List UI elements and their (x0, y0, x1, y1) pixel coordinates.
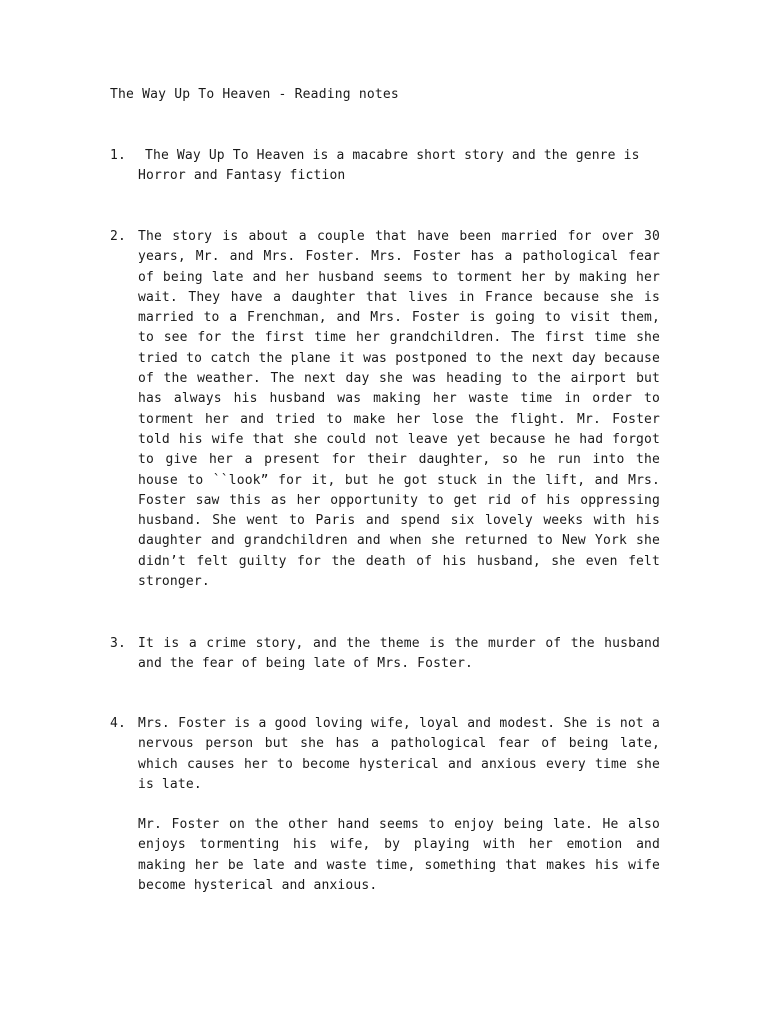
list-item-1 (110, 146, 660, 187)
list-item-number: 4. (110, 716, 126, 731)
list-item-line: Horror and Fantasy fiction (138, 168, 346, 184)
list-item-body (138, 227, 660, 592)
list-item-number: 3. (110, 636, 126, 651)
list-item-3 (110, 634, 660, 675)
paragraph: The story is about a couple that have been married for over 30 years, Mr. and Mrs. Foster. Mrs. Foster has a pathological fear of being late and her husband seems to torment her by making her wait. They have a daughter that lives in France because she is married to a Frenchman, and Mrs. Foster is going to visit them, to see for the first time her grandchildren. The first time she tried to catch the plane it was postponed to the next day because of the weather. The next day she was heading to the airport but has always his husband was making her waste time in order to torment her and tried to make her lose the flight. Mr. Foster told his wife that she could not leave yet because he had forgot to give her a present for their daughter, so he run into the house to ``look” for it, but he got stuck in the lift, and Mrs. Foster saw this as her opportunity to get rid of his oppressing husband. She went to Paris and spend six lovely weeks with his daughter and grandchildren and when she returned to New York she didn’t felt guilty for the death of his husband, she even felt stronger. (138, 229, 660, 590)
paragraph: It is a crime story, and the theme is the murder of the husband and the fear of being late of Mrs. Foster. (138, 636, 660, 672)
list-item-body (138, 634, 660, 675)
list-item-number: 1. (110, 148, 126, 163)
list-item-4 (110, 714, 660, 896)
paragraph: Mrs. Foster is a good loving wife, loyal and modest. She is not a nervous person but she has a pathological fear of being late, which causes her to become hysterical and anxious every time she is late. (138, 716, 660, 792)
list-item-line: The Way Up To Heaven is a macabre short story and the genre is (145, 148, 640, 163)
list-item-body (138, 714, 660, 896)
list-item-number: 2. (110, 229, 126, 244)
list-item-body (138, 146, 660, 187)
list-item-2 (110, 227, 660, 592)
paragraph: Mr. Foster on the other hand seems to enjoy being late. He also enjoys tormenting his wife, by playing with her emotion and making her be late and waste time, something that makes his wife become hysterical and anxious. (138, 817, 660, 894)
document-title: The Way Up To Heaven - Reading notes (110, 87, 399, 102)
